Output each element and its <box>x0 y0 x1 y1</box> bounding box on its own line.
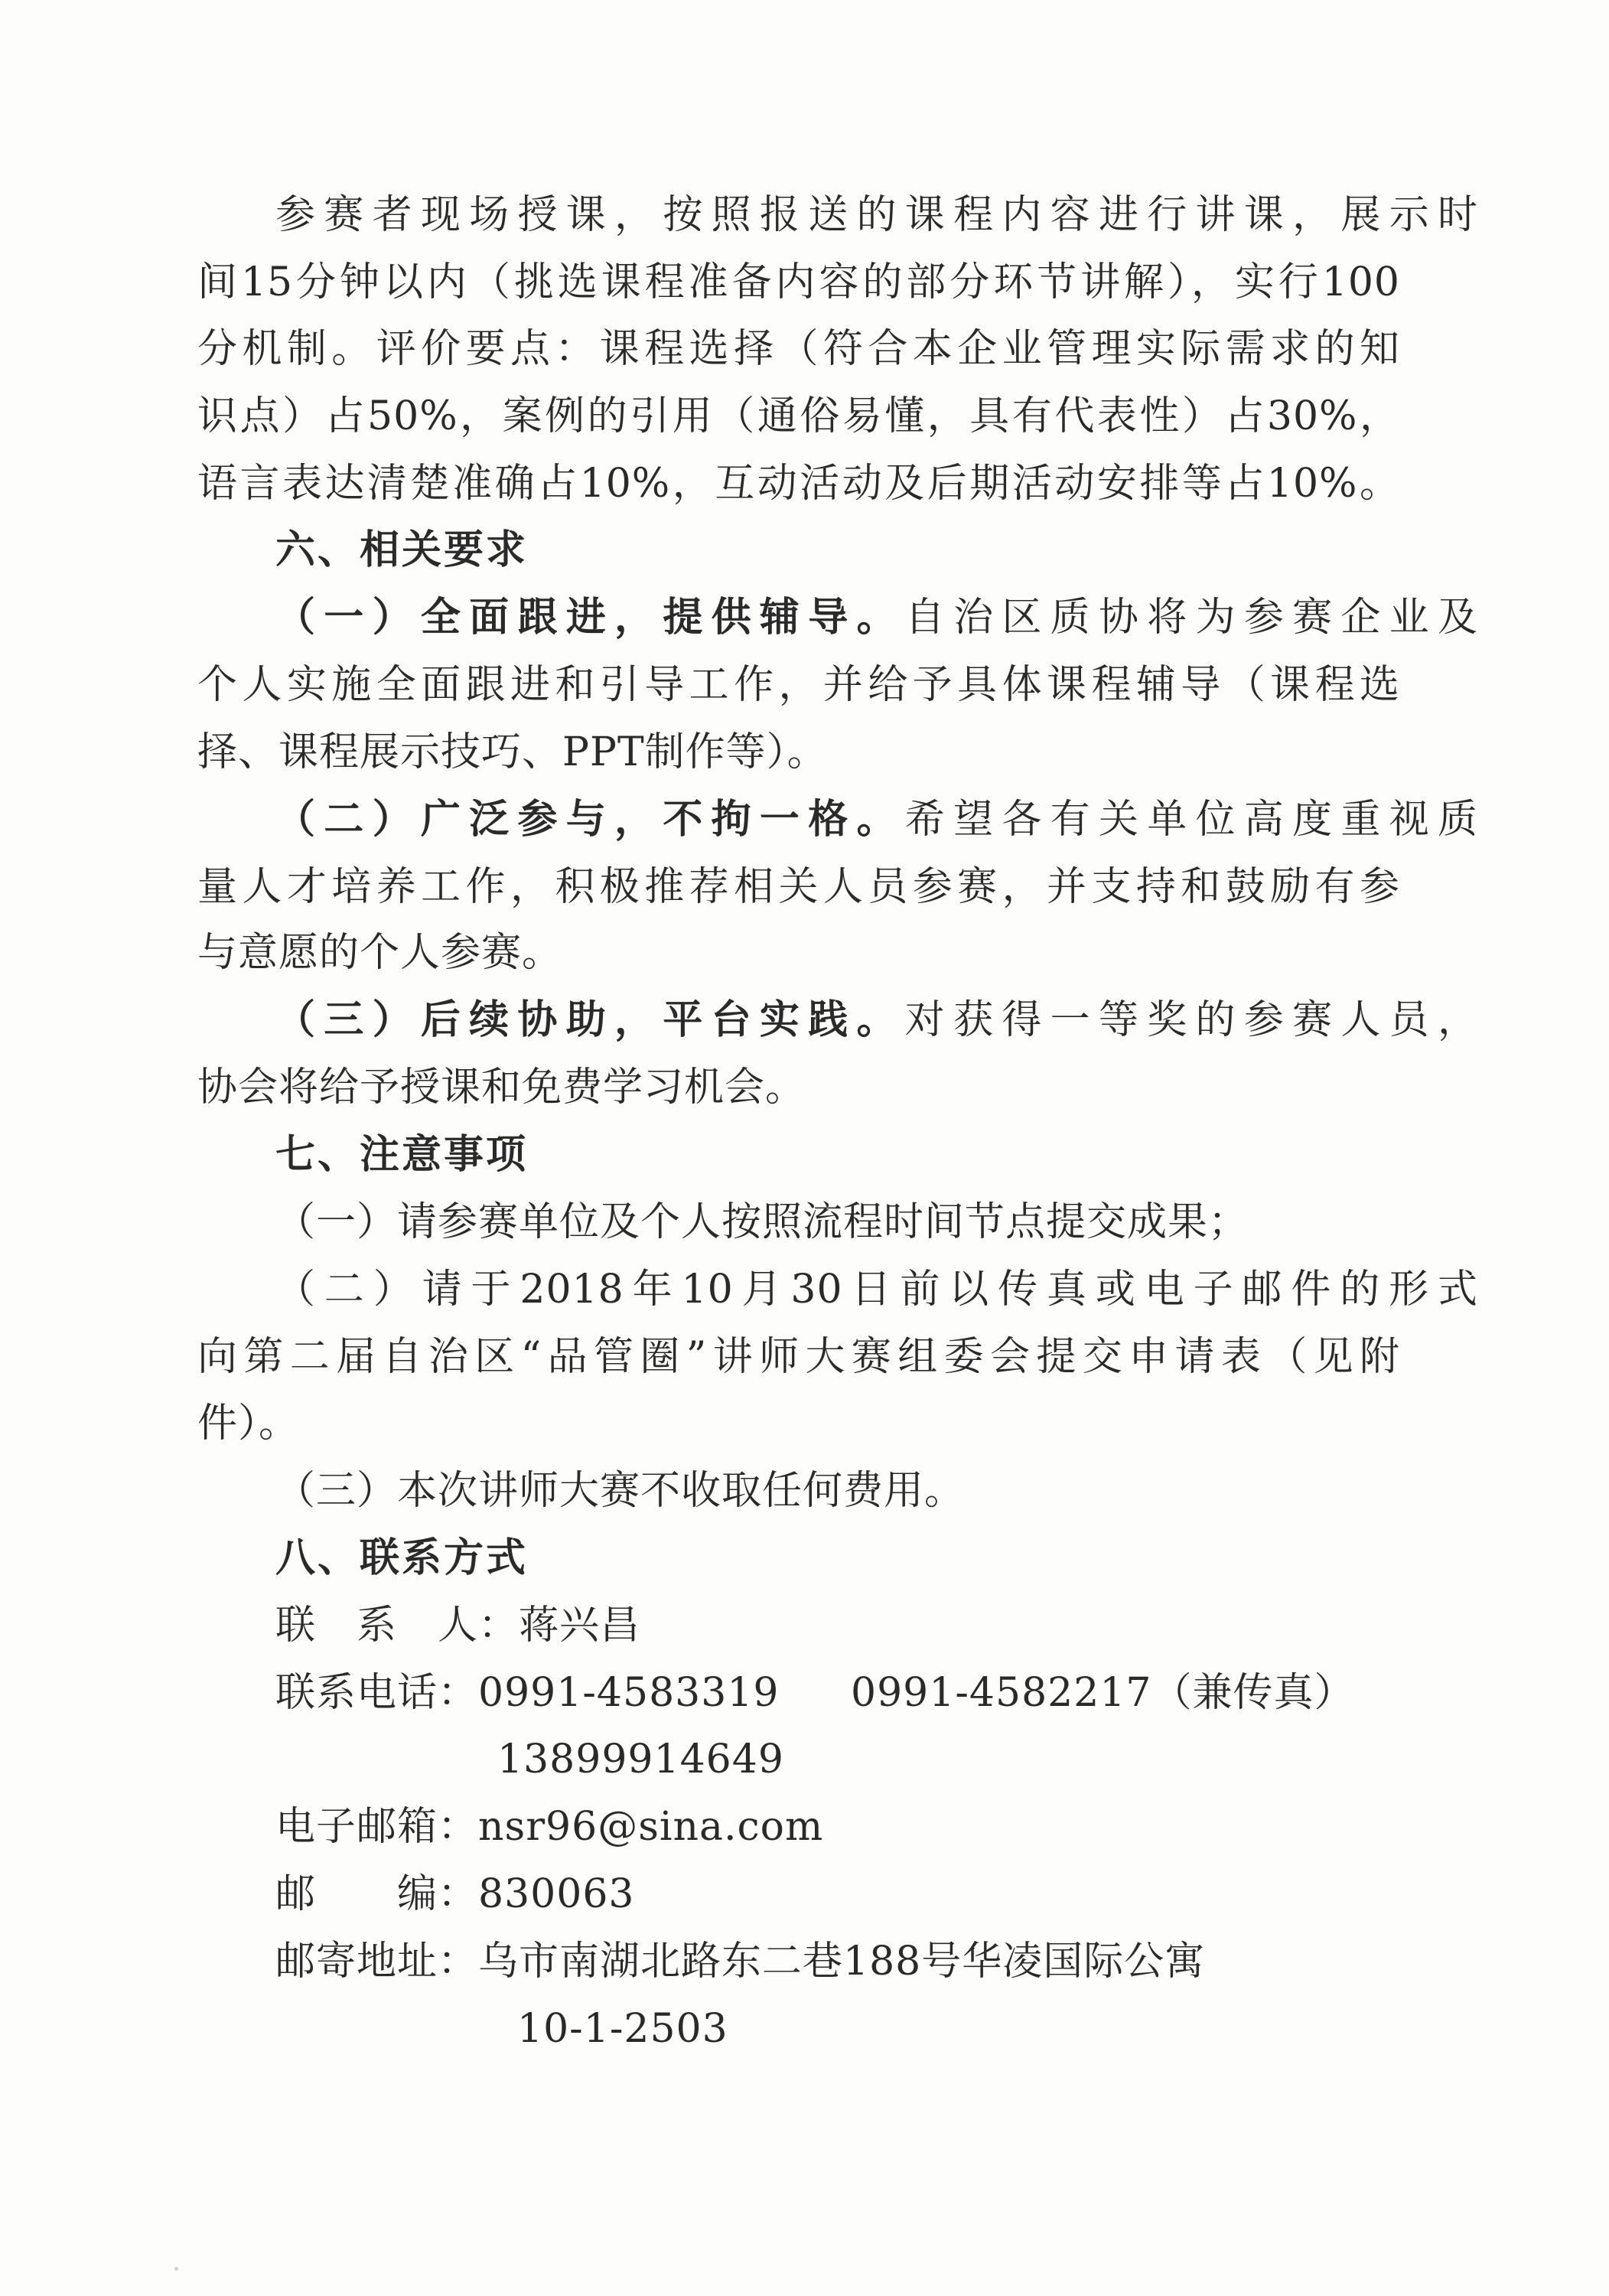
scoring-text-line: 分机制。评价要点：课程选择（符合本企业管理实际需求的知 <box>197 326 1400 372</box>
requirement-three-line <box>275 993 1478 1047</box>
postcode-row <box>275 1867 635 1921</box>
scoring-text-line: 间15分钟以内（挑选课程准备内容的部分环节讲解），实行100 <box>197 259 1400 305</box>
requirement-one-text: 自治区质协将为参赛企业及 <box>904 595 1478 641</box>
phone-row <box>275 1666 1400 1720</box>
notice-item-two-line: （二）请于2018年10月30日前以传真或电子邮件的形式 <box>275 1267 1478 1313</box>
scoring-text-line: 语言表达清楚准确占10%，互动活动及后期活动安排等占10%。 <box>197 461 1400 507</box>
email-row <box>275 1800 823 1854</box>
contact-person-label: 联 系 人： <box>275 1603 520 1649</box>
requirement-one-line: 择、课程展示技巧、PPT制作等）。 <box>197 729 828 775</box>
requirement-two-line <box>275 793 1478 846</box>
scoring-text-line: 参赛者现场授课，按照报送的课程内容进行讲课，展示时 <box>275 192 1478 238</box>
section-eight-heading: 八、联系方式 <box>275 1535 529 1581</box>
requirement-one-line: 个人实施全面跟进和引导工作，并给予具体课程辅导（课程选 <box>197 662 1400 708</box>
address-label: 邮寄地址： <box>275 1939 479 1985</box>
section-six-heading: 六、相关要求 <box>275 527 529 573</box>
requirement-one-line <box>275 591 1478 644</box>
postcode-value: 830063 <box>478 1871 635 1917</box>
phone-label: 联系电话： <box>275 1670 479 1716</box>
phone-number-3: 13899914649 <box>497 1737 784 1782</box>
requirement-two-line: 量人才培养工作，积极推荐相关人员参赛，并支持和鼓励有参 <box>197 864 1400 910</box>
notice-item-two-line: 件）。 <box>197 1401 300 1446</box>
requirement-two-text: 希望各有关单位高度重视质 <box>904 797 1478 843</box>
postcode-label: 邮 编： <box>275 1871 479 1917</box>
notice-item-one: （一）请参赛单位及个人按照流程时间节点提交成果； <box>275 1199 1249 1245</box>
contact-person-name: 蒋兴昌 <box>519 1603 641 1649</box>
address-line-1: 乌市南湖北路东二巷188号华凌国际公寓 <box>478 1939 1206 1985</box>
address-row <box>275 1935 1205 1988</box>
scan-speck <box>174 2267 178 2271</box>
requirement-three-line: 协会将给予授课和免费学习机会。 <box>197 1065 806 1110</box>
section-seven-heading: 七、注意事项 <box>275 1132 529 1178</box>
notice-item-three: （三）本次讲师大赛不收取任何费用。 <box>275 1468 966 1514</box>
requirement-two-lead: （二）广泛参与，不拘一格。 <box>275 796 905 843</box>
requirement-three-lead: （三）后续协助，平台实践。 <box>275 996 905 1043</box>
requirement-three-text: 对获得一等奖的参赛人员， <box>904 997 1478 1043</box>
notice-item-two-line: 向第二届自治区“品管圈”讲师大赛组委会提交申请表（见附 <box>197 1334 1400 1380</box>
address-line-2: 10-1-2503 <box>517 2006 728 2052</box>
requirement-two-line: 与意愿的个人参赛。 <box>197 930 563 976</box>
phone-number-2: 0991-4582217（兼传真） <box>851 1670 1355 1716</box>
email-address: nsr96@sina.com <box>478 1804 824 1850</box>
contact-person-row <box>275 1599 640 1652</box>
phone-number-1: 0991-4583319 <box>478 1670 780 1716</box>
email-label: 电子邮箱： <box>275 1804 479 1850</box>
scoring-text-line: 识点）占50%，案例的引用（通俗易懂，具有代表性）占30%， <box>197 393 1400 439</box>
requirement-one-lead: （一）全面跟进，提供辅导。 <box>275 594 905 641</box>
